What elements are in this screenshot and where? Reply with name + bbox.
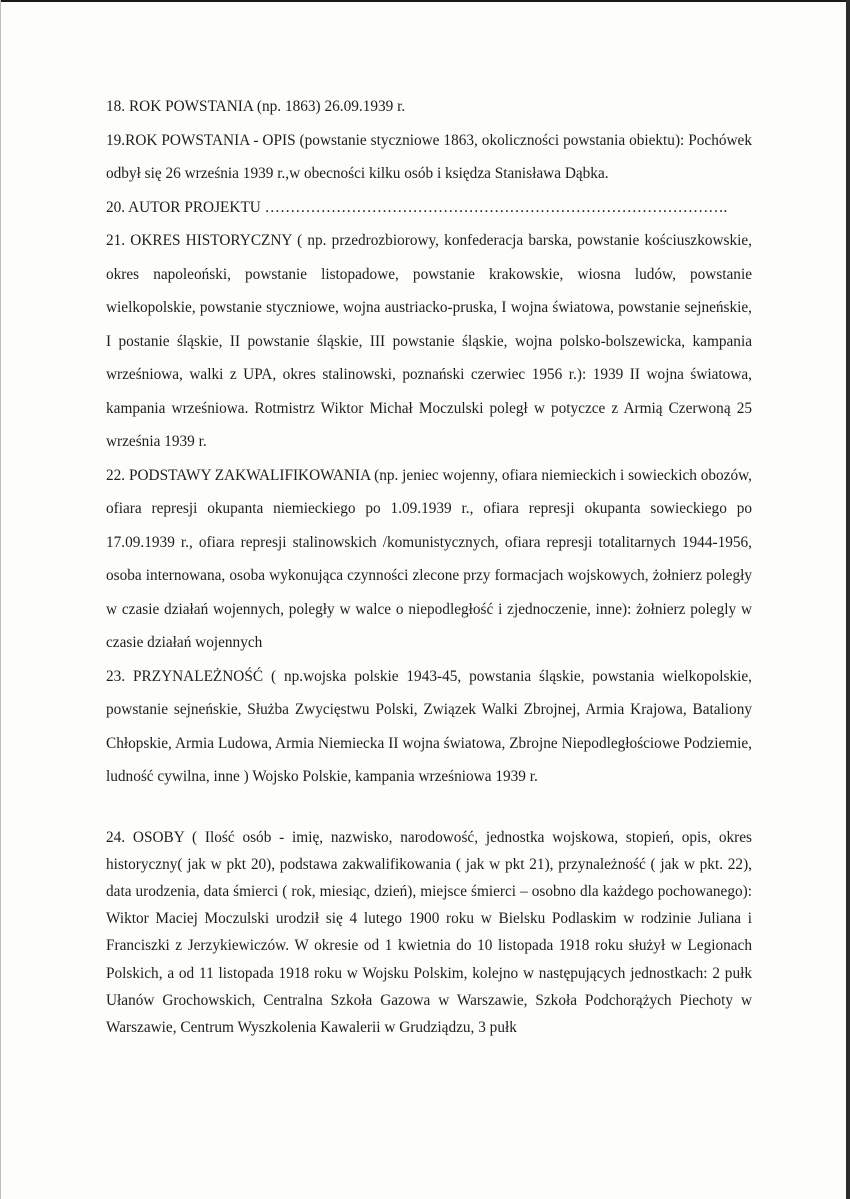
document-body bbox=[106, 90, 752, 1041]
item-24-persons: 24. OSOBY ( Ilość osób - imię, nazwisko, narodowość, jednostka wojskowa, stopień, opis, okres historyczny( jak w pkt 20), podstawa zakwalifikowania ( jak w pkt 21), przynależność ( jak w pkt. 22), data urodzenia, data śmierci ( rok, miesiąc, dzień), miejsce śmierci – osobno dla każdego pochowanego): Wiktor Maciej Moczulski urodził się 4 lutego 1900 roku w Bielsku Podlaskim w rodzinie Juliana i Franciszki z Jerzykiewiczów. W okresie od 1 kwietnia do 10 listopada 1918 roku służył w Legionach Polskich, a od 11 listopada 1918 roku w Wojsku Polskim, kolejno w następujących jednostkach: 2 pułk Ułanów Grochowskich, Centralna Szkoła Gazowa w Warszawie, Szkoła Podchorążych Piechoty w Warszawie, Centrum Wyszkolenia Kawalerii w Grudziądzu, 3 pułk bbox=[106, 828, 752, 1036]
item-19-founding-description: 19.ROK POWSTANIA - OPIS (powstanie styczniowe 1863, okoliczności powstania obiektu): Pochówek odbył się 26 września 1939 r.,w obecności kilku osób i księdza Stanisława Dąbka. bbox=[106, 131, 752, 182]
scan-edge-top bbox=[0, 0, 850, 2]
scan-edge-right bbox=[846, 0, 850, 1199]
item-20-project-author: 20. AUTOR PROJEKTU ………………………………………………………………………………. bbox=[106, 198, 728, 216]
item-21-historical-period: 21. OKRES HISTORYCZNY ( np. przedrozbiorowy, konfederacja barska, powstanie kościuszkowskie, okres napoleoński, powstanie listopadowe, powstanie krakowskie, wiosna ludów, powstanie wielkopolskie, powstanie styczniowe, wojna austriacko-pruska, I wojna światowa, powstanie sejneńskie, I postanie śląskie, II powstanie śląskie, III powstanie śląskie, wojna polsko-bolszewicka, kampania wrześniowa, walki z UPA, okres stalinowski, poznański czerwiec 1956 r.): 1939 II wojna światowa, kampania wrześniowa. Rotmistrz Wiktor Michał Moczulski poległ w potyczce z Armią Czerwoną 25 września 1939 r. bbox=[106, 232, 752, 450]
item-22-qualification-basis: 22. PODSTAWY ZAKWALIFIKOWANIA (np. jeniec wojenny, ofiara niemieckich i sowieckich obozów, ofiara represji okupanta niemieckiego po 1.09.1939 r., ofiara represji okupanta sowieckiego po 17.09.1939 r., ofiara represji stalinowskich /komunistycznych, ofiara represji totalitarnych 1944-1956, osoba internowana, osoba wykonująca czynności zlecone przy formacjach wojskowych, żołnierz poległy w czasie działań wojennych, poległy w walce o niepodległość i zjednoczenie, inne): żołnierz polegly w czasie działań wojennych bbox=[106, 466, 752, 651]
item-23-affiliation: 23. PRZYNALEŻNOŚĆ ( np.wojska polskie 1943-45, powstania śląskie, powstania wielkopolskie, powstanie sejneńskie, Służba Zwycięstwu Polski, Związek Walki Zbrojnej, Armia Krajowa, Bataliony Chłopskie, Armia Ludowa, Armia Niemiecka II wojna światowa, Zbrojne Niepodległościowe Podziemie, ludność cywilna, inne ) Wojsko Polskie, kampania wrześniowa 1939 r. bbox=[106, 667, 752, 785]
scan-edge-left bbox=[0, 0, 1, 1199]
item-18-founding-year: 18. ROK POWSTANIA (np. 1863) 26.09.1939 r. bbox=[106, 98, 406, 115]
